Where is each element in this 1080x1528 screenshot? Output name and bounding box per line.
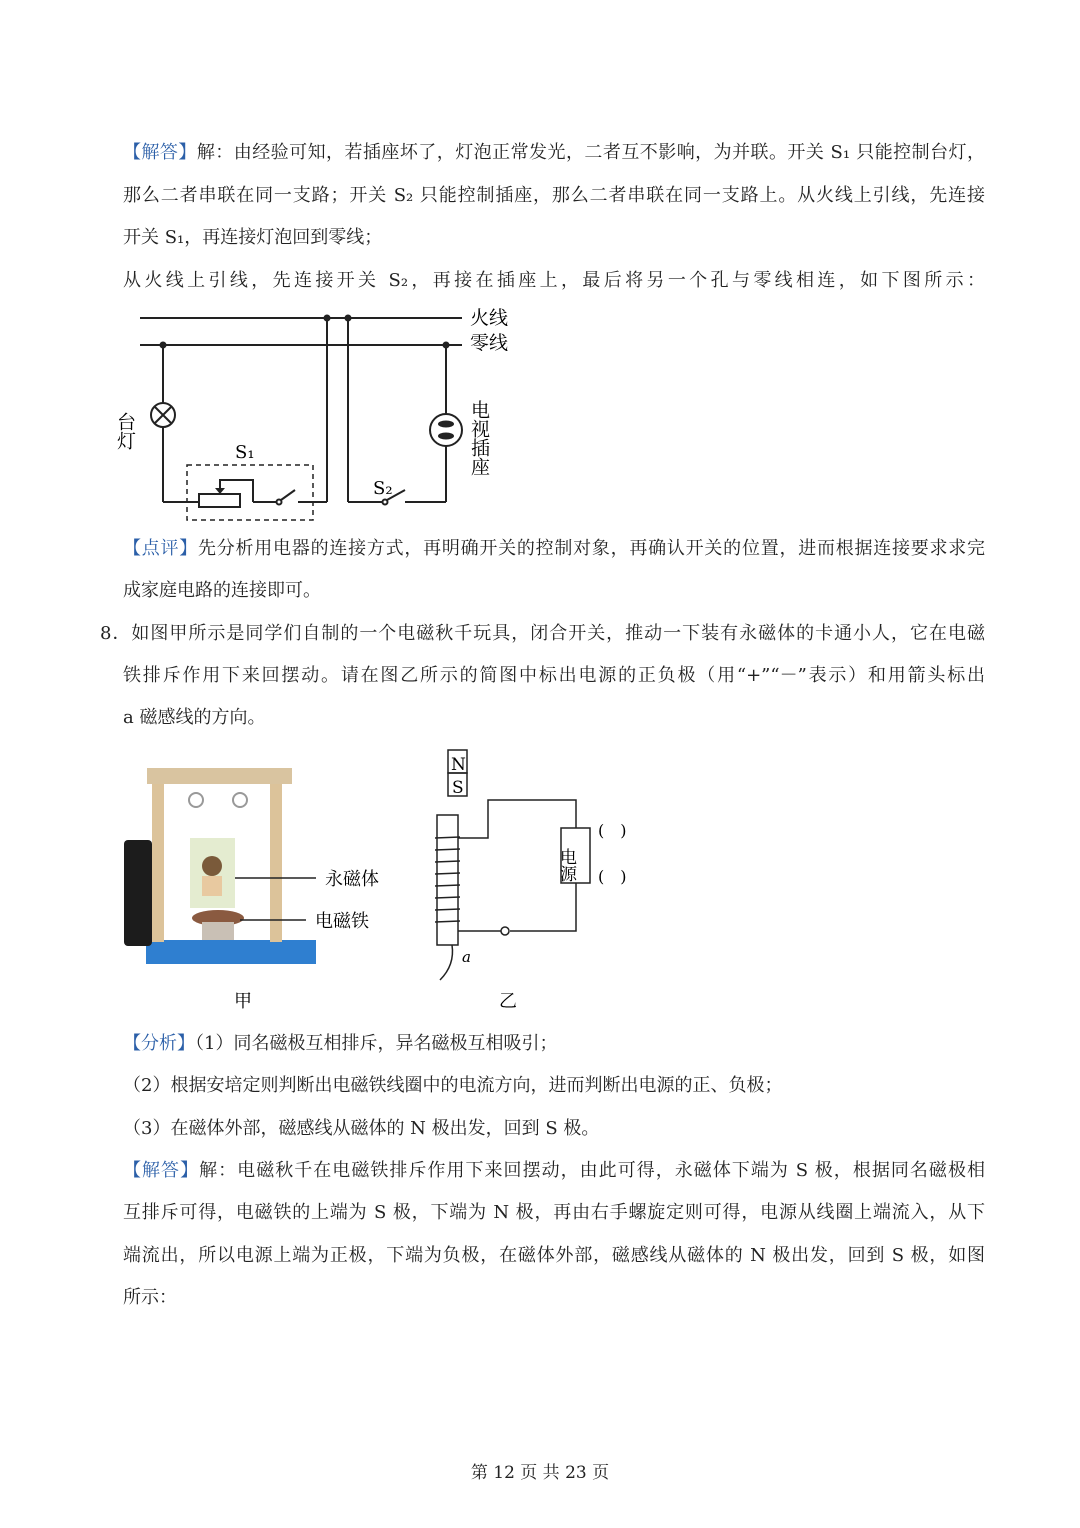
answer2-line3: 端流出，所以电源上端为正极，下端为负极，在磁体外部，磁感线从磁体的 N 极出发，回到 S 极，如图 [123, 1245, 985, 1266]
answer2-line4: 所示： [123, 1287, 177, 1308]
electromagnet-label: 电磁铁 [315, 911, 369, 932]
power-source-label: 电源 [556, 848, 576, 882]
answer1-line3: 开关 S₁，再连接灯泡回到零线； [123, 227, 383, 248]
text: 先分析用电器的连接方式，再明确开关的控制对象，再确认开关的位置，进而根据连接要求求完 [198, 538, 985, 559]
comment-tag: 【点评】 [123, 538, 199, 559]
neutral-wire-label: 零线 [470, 332, 509, 354]
answer-tag: 【解答】 [123, 142, 197, 163]
caption-yi: 乙 [499, 991, 517, 1012]
electromagnet-core [437, 815, 458, 945]
field-line-a [440, 945, 453, 980]
analysis-line2: （2）根据安培定则判断出电磁铁线圈中的电流方向，进而判断出电源的正、负极； [123, 1075, 783, 1096]
answer-tag: 【解答】 [123, 1160, 200, 1181]
switch2-label: S₂ [373, 478, 393, 499]
top-terminal-bracket[interactable]: ( ) [598, 821, 627, 840]
caption-jia: 甲 [234, 991, 252, 1012]
answer1-line2: 那么二者串联在同一支路；开关 S₂ 只能控制插座，那么二者串联在同一支路上。从火线上引线，先连接 [123, 185, 985, 206]
text: 解：电磁秋千在电磁铁排斥作用下来回摆动，由此可得，永磁体下端为 S 极，根据同名磁极相 [199, 1160, 985, 1181]
text: 解：由经验可知，若插座坏了，灯泡正常发光，二者互不影响，为并联。开关 S₁ 只能控制台灯， [196, 142, 985, 163]
line-a-label: a [462, 948, 471, 966]
question8-line2: 铁排斥作用下来回摆动。请在图乙所示的简图中标出电源的正负极（用“+”“－”表示）和用箭头标出 [123, 665, 985, 686]
analysis-line1 [123, 1032, 985, 1056]
coil [435, 837, 460, 922]
bottom-terminal-bracket[interactable]: ( ) [598, 867, 627, 886]
live-wire-label: 火线 [470, 307, 509, 329]
comment-line2: 成家庭电路的连接即可。 [123, 580, 321, 601]
page-footer: 第 12 页 共 23 页 [470, 1463, 610, 1483]
switch1-label: S₁ [235, 442, 255, 463]
question8-line1: 8．如图甲所示是同学们自制的一个电磁秋千玩具，闭合开关，推动一下装有永磁体的卡通小人，它在电磁 [100, 623, 985, 644]
lamp-label: 台灯 [114, 412, 136, 450]
question8-line3: a 磁感线的方向。 [123, 707, 266, 728]
analysis-line3: （3）在磁体外部，磁感线从磁体的 N 极出发，回到 S 极。 [123, 1118, 600, 1139]
answer2-line1 [123, 1159, 985, 1183]
permanent-magnet-label: 永磁体 [325, 869, 379, 890]
pole-n: N [451, 755, 466, 775]
switch-icon [501, 927, 509, 935]
socket-label: 电视插座 [468, 400, 490, 476]
pole-s: S [452, 778, 464, 798]
analysis-tag: 【分析】 [123, 1033, 195, 1054]
answer2-line2: 互排斥可得，电磁铁的上端为 S 极，下端为 N 极，再由右手螺旋定则可得，电源从线圈上端流入，从下 [123, 1202, 985, 1223]
text: （1）同名磁极互相排斥，异名磁极互相吸引； [195, 1033, 558, 1054]
answer1-line4: 从火线上引线，先连接开关 S₂，再接在插座上，最后将另一个孔与零线相连，如下图所示： [123, 270, 985, 291]
swing-toy-photo [124, 768, 316, 964]
